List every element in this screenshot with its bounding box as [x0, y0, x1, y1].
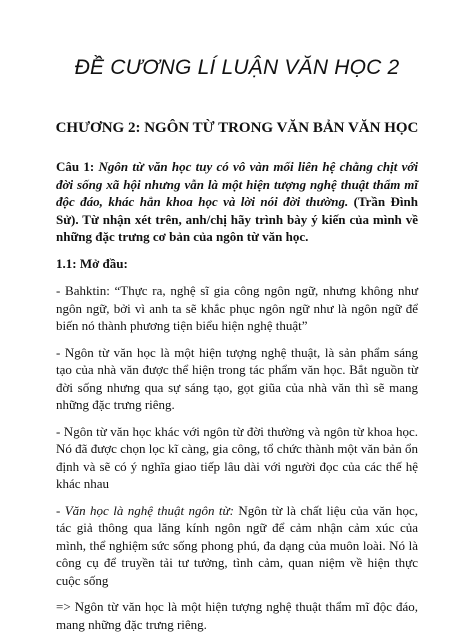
- paragraph-difference: - Ngôn từ văn học khác với ngôn từ đời thường và ngôn từ khoa học. Nó đã được chọn lọc kĩ càng, gia công, tổ chức thành một văn bản ổn định và sẽ có ý nghĩa giao tiếp lâu dài với người đọc của các thế hệ khác nhau: [56, 423, 418, 491]
- conclusion-paragraph: => Ngôn từ văn học là một hiện tượng nghệ thuật thẩm mĩ độc đáo, mang những đặc trưng riêng.: [56, 599, 418, 632]
- chapter-heading: CHƯƠNG 2: NGÔN TỪ TRONG VĂN BẢN VĂN HỌC: [55, 120, 419, 136]
- paragraph-art-phenomenon: - Ngôn từ văn học là một hiện tượng nghệ thuật, là sản phẩm sáng tạo của nhà văn được thể hiện trong tác phẩm văn học. Bắt nguồn từ đời sống nhưng qua sự sáng tạo, gọt giũa của nhà văn thì sẽ mang những đặc trưng riêng.: [56, 344, 418, 412]
- document-title: ĐỀ CƯƠNG LÍ LUẬN VĂN HỌC 2: [74, 56, 400, 79]
- question-label: Câu 1:: [56, 159, 95, 174]
- paragraph-art-of-words: [56, 502, 418, 590]
- art-rest: Ngôn từ là chất liệu của văn học, tác giả thông qua lăng kính ngôn ngữ để cảm nhận cảm xúc của mình, thể nghiệm sức sống phong phú, đa dạng của muôn loài. Nó là công cụ để truyền tải tư tưởng, tình cảm, quan niệm về hiện thực cuộc sống: [56, 502, 418, 588]
- section-heading: 1.1: Mở đầu:: [56, 255, 128, 271]
- question-quote: Ngôn từ văn học tuy có vô vàn mối liên hệ chằng chịt với đời sống xã hội nhưng vẫn là một hiện tượng nghệ thuật thẩm mĩ độc đáo, khác hẳn khoa học và lời nói đời thường.: [56, 159, 419, 209]
- question-task: (Trần Đình Sử). Từ nhận xét trên, anh/chị hãy trình bày ý kiến của mình về những đặc trưng cơ bản của ngôn từ văn học.: [56, 194, 419, 244]
- question-paragraph: [56, 158, 418, 246]
- art-lead: - Văn học là nghệ thuật ngôn từ:: [56, 502, 234, 518]
- paragraph-bakhtin: - Bahktin: “Thực ra, nghệ sĩ gia công ngôn ngữ, nhưng không như ngôn ngữ, bởi vì anh ta sẽ khắc phục ngôn ngữ như là ngôn ngữ để biến nó thành phương tiện biểu hiện nghệ thuật”: [56, 283, 418, 333]
- document-body: [56, 158, 418, 642]
